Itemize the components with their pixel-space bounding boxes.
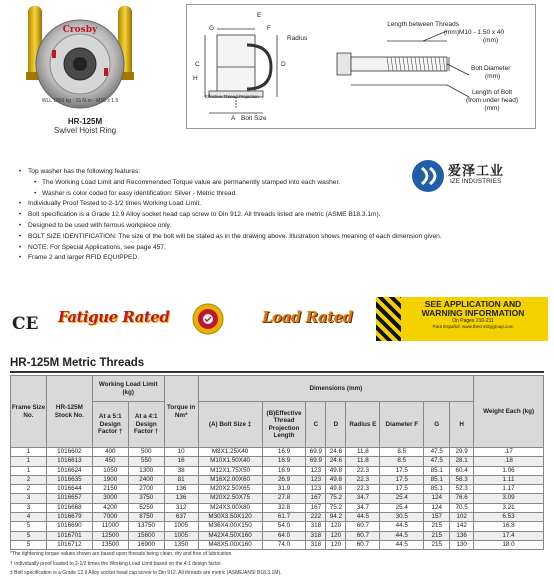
table-cell: 49.8 bbox=[326, 475, 346, 484]
table-cell: 31.9 bbox=[262, 485, 306, 494]
feature-bullet: • Bolt specification is a Grade 12.9 Alloy socket head cap screw to Din 912. All threads listed are metric (ASME B18.3.1m). bbox=[28, 210, 518, 221]
table-cell: 120 bbox=[326, 522, 346, 531]
table-cell: 2400 bbox=[128, 475, 164, 484]
fatigue-rated-badge: Fatigue Rated bbox=[58, 308, 170, 326]
table-cell: 13500 bbox=[92, 540, 128, 549]
feature-bullet: • The Working Load Limit and Recommended Torque value are permanently stamped into each washer. bbox=[28, 178, 518, 189]
dim-radius-label: Radius bbox=[287, 35, 308, 42]
table-cell: 56.3 bbox=[450, 475, 474, 484]
feature-bullet: • NOTE: For Special Applications, see page 457. bbox=[28, 243, 518, 254]
dim-g-label: G bbox=[209, 25, 215, 32]
table-cell: 75.2 bbox=[326, 494, 346, 503]
table-cell: 1016701 bbox=[46, 531, 92, 540]
table-cell: 69.9 bbox=[306, 448, 326, 457]
table-cell: 1350 bbox=[164, 540, 198, 549]
feature-bullet: • Top washer has the following features: bbox=[28, 167, 518, 178]
col-dimensions: Dimensions (mm) bbox=[198, 376, 474, 402]
table-cell: M42X4.50X160 bbox=[198, 531, 262, 540]
table-cell: 16 bbox=[164, 457, 198, 466]
table-cell: 17.5 bbox=[380, 485, 424, 494]
table-cell: 17.5 bbox=[380, 475, 424, 484]
table-cell: M48X5.00X160 bbox=[198, 540, 262, 549]
col-wll-51: At a 5:1 Design Factor † bbox=[92, 402, 128, 448]
table-cell: 49.8 bbox=[326, 466, 346, 475]
load-rated-badge: Load Rated bbox=[262, 308, 353, 326]
table-cell: 124 bbox=[424, 494, 450, 503]
table-cell: 1005 bbox=[164, 522, 198, 531]
table-cell: 12500 bbox=[92, 531, 128, 540]
table-cell: 29.9 bbox=[450, 448, 474, 457]
bolt-diameter-label: Bolt Diameter (mm) bbox=[471, 65, 511, 80]
table-cell: 5250 bbox=[128, 503, 164, 512]
table-cell: 120 bbox=[326, 540, 346, 549]
table-cell: 130 bbox=[450, 540, 474, 549]
table-cell: 1016657 bbox=[46, 494, 92, 503]
table-cell: 215 bbox=[424, 540, 450, 549]
table-cell: 5 bbox=[11, 540, 47, 549]
feature-bullet: • Washer is color coded for easy identification: Silver - Metric thread. bbox=[28, 189, 518, 200]
table-cell: M8X1.25X40 bbox=[198, 448, 262, 457]
table-cell: 1.06 bbox=[474, 466, 544, 475]
table-cell: 2150 bbox=[92, 485, 128, 494]
col-a: (A) Bolt Size ‡ bbox=[198, 402, 262, 448]
feature-bullet: • BOLT SIZE IDENTIFICATION: The size of the bolt will be stated as in the drawing above. Illustration shows meaning of each dimension given. bbox=[28, 232, 518, 243]
table-cell: 318 bbox=[306, 540, 326, 549]
table-cell: 28.1 bbox=[450, 457, 474, 466]
table-cell: 450 bbox=[92, 457, 128, 466]
table-cell: 30.5 bbox=[380, 513, 424, 522]
table-cell: 22.3 bbox=[346, 485, 380, 494]
table-cell: 222 bbox=[306, 513, 326, 522]
table-cell: 1005 bbox=[164, 531, 198, 540]
warning-line-4: Para Español: www.thecrosbygroup.com bbox=[432, 324, 514, 329]
table-row bbox=[11, 475, 544, 484]
ce-mark: CE bbox=[12, 314, 39, 334]
table-cell: 52.3 bbox=[450, 485, 474, 494]
table-cell: M20X2.50X75 bbox=[198, 494, 262, 503]
table-cell: 60.4 bbox=[450, 466, 474, 475]
table-cell: 11000 bbox=[92, 522, 128, 531]
col-d: D bbox=[326, 402, 346, 448]
ring-brand: Crosby bbox=[62, 25, 98, 35]
table-cell: M20X2.50X65 bbox=[198, 485, 262, 494]
table-cell: 49.8 bbox=[326, 485, 346, 494]
table-cell: 8.5 bbox=[380, 448, 424, 457]
table-cell: 47.5 bbox=[424, 448, 450, 457]
table-cell: 1016635 bbox=[46, 475, 92, 484]
table-cell: 16.9 bbox=[262, 457, 306, 466]
table-cell: 44.5 bbox=[380, 531, 424, 540]
dim-h-label: H bbox=[193, 75, 198, 82]
table-cell: 85.1 bbox=[424, 485, 450, 494]
col-wll-41: At a 4:1 Design Factor † bbox=[128, 402, 164, 448]
table-cell: 167 bbox=[306, 494, 326, 503]
table-cell: 8750 bbox=[128, 513, 164, 522]
table-cell: 69.9 bbox=[306, 457, 326, 466]
table-cell: 60.7 bbox=[346, 540, 380, 549]
table-cell: 637 bbox=[164, 513, 198, 522]
table-cell: 500 bbox=[128, 448, 164, 457]
table-cell: 3750 bbox=[128, 494, 164, 503]
table-cell: 1300 bbox=[128, 466, 164, 475]
table-cell: 4200 bbox=[92, 503, 128, 512]
table-cell: 120 bbox=[326, 531, 346, 540]
table-cell: 27.8 bbox=[262, 494, 306, 503]
table-cell: 25.4 bbox=[380, 503, 424, 512]
table-cell: 1016602 bbox=[46, 448, 92, 457]
table-cell: 1 bbox=[11, 466, 47, 475]
table-cell: 5 bbox=[11, 522, 47, 531]
table-cell: 38 bbox=[164, 466, 198, 475]
table-cell: 1050 bbox=[92, 466, 128, 475]
table-cell: 1016613 bbox=[46, 457, 92, 466]
table-cell: 1900 bbox=[92, 475, 128, 484]
table-cell: 44.5 bbox=[346, 513, 380, 522]
warning-banner bbox=[376, 297, 548, 341]
table-cell: 24.6 bbox=[326, 448, 346, 457]
table-cell: 74.0 bbox=[262, 540, 306, 549]
hazard-stripe-icon bbox=[376, 297, 401, 341]
table-cell: 34.7 bbox=[346, 494, 380, 503]
table-cell: 17.4 bbox=[474, 531, 544, 540]
table-cell: 1 bbox=[11, 448, 47, 457]
table-cell: 1016712 bbox=[46, 540, 92, 549]
table-cell: 94.2 bbox=[326, 513, 346, 522]
table-cell: 16.9 bbox=[262, 466, 306, 475]
table-cell: 32.8 bbox=[262, 503, 306, 512]
table-row bbox=[11, 485, 544, 494]
table-cell: 123 bbox=[306, 485, 326, 494]
table-cell: 81 bbox=[164, 475, 198, 484]
table-cell: 1016679 bbox=[46, 513, 92, 522]
table-cell: 1016690 bbox=[46, 522, 92, 531]
table-cell: M16X2.00X60 bbox=[198, 475, 262, 484]
table-cell: 2 bbox=[11, 475, 47, 484]
table-row bbox=[11, 494, 544, 503]
table-cell: M10X1.50X40 bbox=[198, 457, 262, 466]
table-cell: 1016668 bbox=[46, 503, 92, 512]
table-cell: 22.3 bbox=[346, 466, 380, 475]
table-cell: 400 bbox=[92, 448, 128, 457]
table-cell: 3.21 bbox=[474, 503, 544, 512]
table-cell: 157 bbox=[424, 513, 450, 522]
table-cell: 26.9 bbox=[262, 475, 306, 484]
table-cell: 64.0 bbox=[262, 531, 306, 540]
col-b: (B)Effective Thread Projection Length bbox=[262, 402, 306, 448]
logo-en: IZE INDUSTRIES bbox=[450, 178, 502, 185]
table-cell: 85.1 bbox=[424, 475, 450, 484]
footnotes bbox=[10, 550, 544, 579]
col-weight: Weight Each (kg) bbox=[474, 376, 544, 448]
table-row bbox=[11, 503, 544, 512]
table-row bbox=[11, 448, 544, 457]
ize-logo bbox=[408, 156, 528, 196]
product-photo bbox=[10, 6, 150, 114]
table-cell: 2700 bbox=[128, 485, 164, 494]
table-cell: 17.5 bbox=[380, 466, 424, 475]
col-wll: Working Load Limit (kg) bbox=[92, 376, 164, 402]
col-f: Diameter F bbox=[380, 402, 424, 448]
feature-bullet: • Frame 2 and larger RFID EQUIPPED. bbox=[28, 253, 518, 264]
table-cell: M24X3.00X80 bbox=[198, 503, 262, 512]
product-name: Swivel Hoist Ring bbox=[53, 126, 117, 135]
table-cell: M12X1.75X50 bbox=[198, 466, 262, 475]
table-cell: .17 bbox=[474, 448, 544, 457]
warning-line-3: On Pages 210-211 bbox=[452, 318, 494, 324]
table-cell: 136 bbox=[450, 531, 474, 540]
table-row bbox=[11, 457, 544, 466]
table-cell: 550 bbox=[128, 457, 164, 466]
col-c: C bbox=[306, 402, 326, 448]
feature-bullet: • Individually Proof Tested to 2-1/2 times Working Load Limit. bbox=[28, 199, 518, 210]
table-cell: 6.53 bbox=[474, 513, 544, 522]
table-cell: 85.1 bbox=[424, 466, 450, 475]
table-cell: 102 bbox=[450, 513, 474, 522]
table-row bbox=[11, 522, 544, 531]
col-h: H bbox=[450, 402, 474, 448]
table-cell: 11.8 bbox=[346, 448, 380, 457]
feature-bullet: • Designed to be used with ferrous workpiece only. bbox=[28, 221, 518, 232]
table-cell: 22.3 bbox=[346, 475, 380, 484]
length-between-threads-label: Length between Threads (mm) bbox=[387, 21, 459, 36]
table-cell: 11.8 bbox=[346, 457, 380, 466]
table-cell: 136 bbox=[164, 485, 198, 494]
table-cell: 10 bbox=[164, 448, 198, 457]
table-cell: 3000 bbox=[92, 494, 128, 503]
dim-d-label: D bbox=[281, 61, 286, 68]
table-cell: 34.7 bbox=[346, 503, 380, 512]
thread-spec-label: M10 - 1.50 x 40 (mm) bbox=[459, 29, 505, 44]
dim-e-label: E bbox=[257, 12, 262, 19]
table-cell: 318 bbox=[306, 522, 326, 531]
table-cell: 215 bbox=[424, 522, 450, 531]
table-title: HR-125M Metric Threads bbox=[10, 357, 145, 369]
table-cell: 24.6 bbox=[326, 457, 346, 466]
table-cell: 215 bbox=[424, 531, 450, 540]
product-model: HR-125M bbox=[67, 117, 103, 126]
dimension-diagram bbox=[186, 4, 536, 129]
table-cell: 1016644 bbox=[46, 485, 92, 494]
table-cell: 54.0 bbox=[262, 522, 306, 531]
col-g: G bbox=[424, 402, 450, 448]
table-cell: 123 bbox=[306, 466, 326, 475]
table-cell: 1.11 bbox=[474, 475, 544, 484]
dim-a-label: A bbox=[231, 115, 236, 122]
dim-f-label: F bbox=[267, 25, 271, 32]
table-row bbox=[11, 466, 544, 475]
table-cell: 60.7 bbox=[346, 522, 380, 531]
warning-line-1: SEE APPLICATION AND bbox=[424, 299, 522, 309]
table-row bbox=[11, 531, 544, 540]
table-cell: 3 bbox=[11, 503, 47, 512]
table-cell: 44.5 bbox=[380, 522, 424, 531]
table-row bbox=[11, 540, 544, 549]
col-torque: Torque in Nm* bbox=[164, 376, 198, 448]
footnote: ‡ Bolt specification is a Grade 12.9 Alloy socket head cap screw to Din 912. All threads are metric (ASME/ANSI B18.3.1M). bbox=[10, 570, 282, 576]
table-cell: 1 bbox=[11, 457, 47, 466]
table-cell: 2 bbox=[11, 485, 47, 494]
table-cell: M36X4.00X150 bbox=[198, 522, 262, 531]
col-frame: Frame Size No. bbox=[11, 376, 47, 448]
footnote: *The tightening torque values shown are based upon threads being clean, dry and free of lubrication. bbox=[10, 551, 233, 557]
length-of-bolt-label: Length of Bolt (from under head) (mm) bbox=[465, 89, 519, 112]
table-cell: 76.6 bbox=[450, 494, 474, 503]
table-cell: 47.5 bbox=[424, 457, 450, 466]
table-cell: 142 bbox=[450, 522, 474, 531]
table-cell: 25.4 bbox=[380, 494, 424, 503]
table-cell: 123 bbox=[306, 475, 326, 484]
table-row bbox=[11, 513, 544, 522]
table-cell: 13750 bbox=[128, 522, 164, 531]
table-cell: 5 bbox=[11, 531, 47, 540]
table-cell: 16.8 bbox=[474, 522, 544, 531]
table-cell: 61.7 bbox=[262, 513, 306, 522]
table-cell: 7000 bbox=[92, 513, 128, 522]
table-cell: 4 bbox=[11, 513, 47, 522]
table-cell: 3 bbox=[11, 494, 47, 503]
table-cell: 15600 bbox=[128, 531, 164, 540]
table-cell: 124 bbox=[424, 503, 450, 512]
dim-c-label: C bbox=[195, 61, 200, 68]
table-cell: 167 bbox=[306, 503, 326, 512]
table-cell: M30X3.50X120 bbox=[198, 513, 262, 522]
table-cell: 8.5 bbox=[380, 457, 424, 466]
washer-stamp: WLL 1000 kg · 16 N·m · M10 x 1.5 bbox=[41, 98, 119, 104]
quality-seal-icon bbox=[192, 303, 224, 335]
spec-table bbox=[10, 375, 544, 550]
table-cell: 318 bbox=[306, 531, 326, 540]
table-cell: 312 bbox=[164, 503, 198, 512]
col-stock: HR-125M Stock No. bbox=[46, 376, 92, 448]
table-cell: 60.7 bbox=[346, 531, 380, 540]
table-cell: 70.5 bbox=[450, 503, 474, 512]
table-cell: 75.2 bbox=[326, 503, 346, 512]
col-radius: Radius E bbox=[346, 402, 380, 448]
footnote: † Individually proof loaded to 2-1/2 times the Working Load Limit based on the 4:1 design factor. bbox=[10, 560, 222, 567]
table-cell: .18 bbox=[474, 457, 544, 466]
table-cell: 1.17 bbox=[474, 485, 544, 494]
table-cell: 3.09 bbox=[474, 494, 544, 503]
table-cell: 18.0 bbox=[474, 540, 544, 549]
table-cell: 44.5 bbox=[380, 540, 424, 549]
table-cell: 1016624 bbox=[46, 466, 92, 475]
logo-cn: 爱泽工业 bbox=[448, 163, 505, 178]
warning-line-2: WARNING INFORMATION bbox=[421, 308, 525, 318]
effective-thread-label: Effective Thread Projection bbox=[205, 94, 259, 99]
bolt-size-label: Bolt Size bbox=[241, 115, 267, 122]
title-rule bbox=[10, 371, 544, 373]
table-cell: 16900 bbox=[128, 540, 164, 549]
table-cell: 16.9 bbox=[262, 448, 306, 457]
table-cell: 136 bbox=[164, 494, 198, 503]
